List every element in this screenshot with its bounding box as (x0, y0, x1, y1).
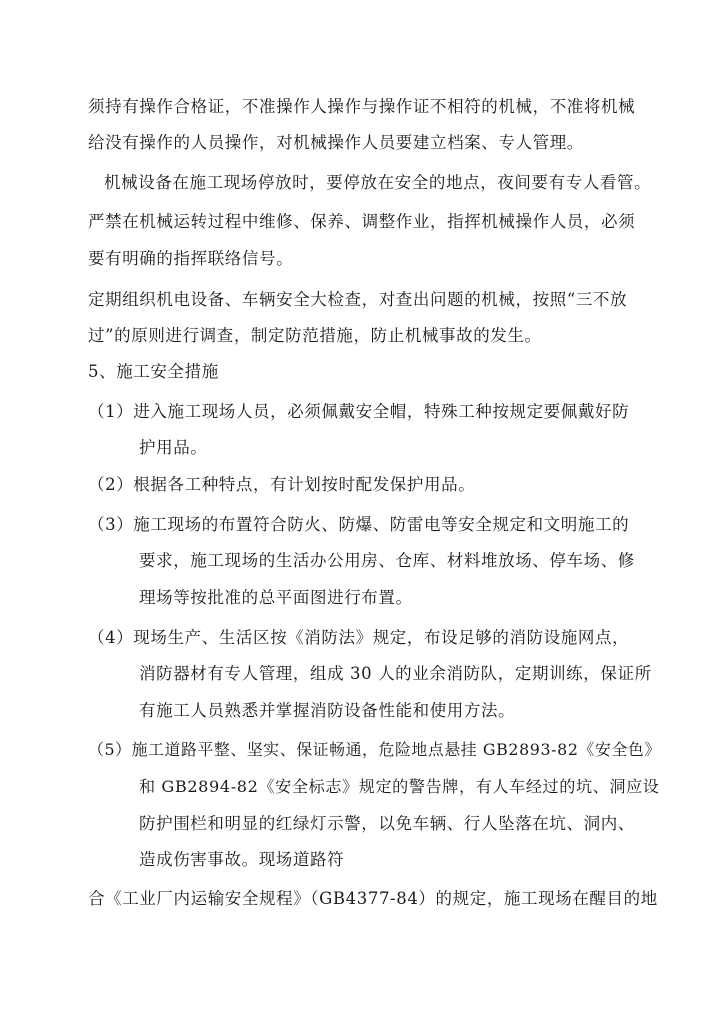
text-line: 有施工人员熟悉并掌握消防设备性能和使用方法。 (139, 701, 516, 720)
text-line: 要求，施工现场的生活办公用房、仓库、材料堆放场、停车场、修 (139, 551, 635, 570)
text-line: 防护围栏和明显的红绿灯示警，以免车辆、行人坠落在坑、洞内、 (139, 814, 635, 833)
text-line: 机械设备在施工现场停放时，要停放在安全的地点，夜间要有专人看管。 (104, 173, 652, 192)
text-line: 严禁在机械运转过程中维修、保养、调整作业，指挥机械操作人员，必须 (88, 212, 636, 231)
text-line: 要有明确的指挥联络信号。 (88, 249, 294, 268)
text-line: 给没有操作的人员操作，对机械操作人员要建立档案、专人管理。 (88, 133, 584, 152)
text-line: 合《工业厂内运输安全规程》（GB4377-84）的规定，施工现场在醒目的地 (88, 889, 658, 908)
text-line: 须持有操作合格证，不准操作人操作与操作证不相符的机械，不准将机械 (88, 97, 636, 116)
section-heading: 5、施工安全措施 (88, 362, 219, 381)
text-line: 护用品。 (139, 438, 208, 457)
text-line: 过”的原则进行调查，制定防范措施，防止机械事故的发生。 (88, 326, 542, 345)
text-line: 和 GB2894-82《安全标志》规定的警告牌，有人车经过的坑、洞应设 (139, 777, 660, 796)
list-item-4: （4）现场生产、生活区按《消防法》规定，布设足够的消防设施网点， (88, 628, 630, 647)
text-line: 消防器材有专人管理，组成 30 人的业余消防队，定期训练，保证所 (139, 664, 652, 683)
text-line: 理场等按批准的总平面图进行布置。 (139, 588, 413, 607)
text-line: 定期组织机电设备、车辆安全大检查，对查出问题的机械，按照“三不放 (88, 290, 628, 309)
text-line: 造成伤害事故。现场道路符 (139, 850, 345, 869)
list-item-3: （3）施工现场的布置符合防火、防爆、防雷电等安全规定和文明施工的 (88, 515, 630, 534)
list-item-1: （1）进入施工现场人员，必须佩戴安全帽，特殊工种按规定要佩戴好防 (88, 402, 630, 421)
list-item-5: （5）施工道路平整、坚实、保证畅通，危险地点悬挂 GB2893-82《安全色》 (88, 740, 661, 759)
list-item-2: （2）根据各工种特点，有计划按时配发保护用品。 (88, 475, 476, 494)
